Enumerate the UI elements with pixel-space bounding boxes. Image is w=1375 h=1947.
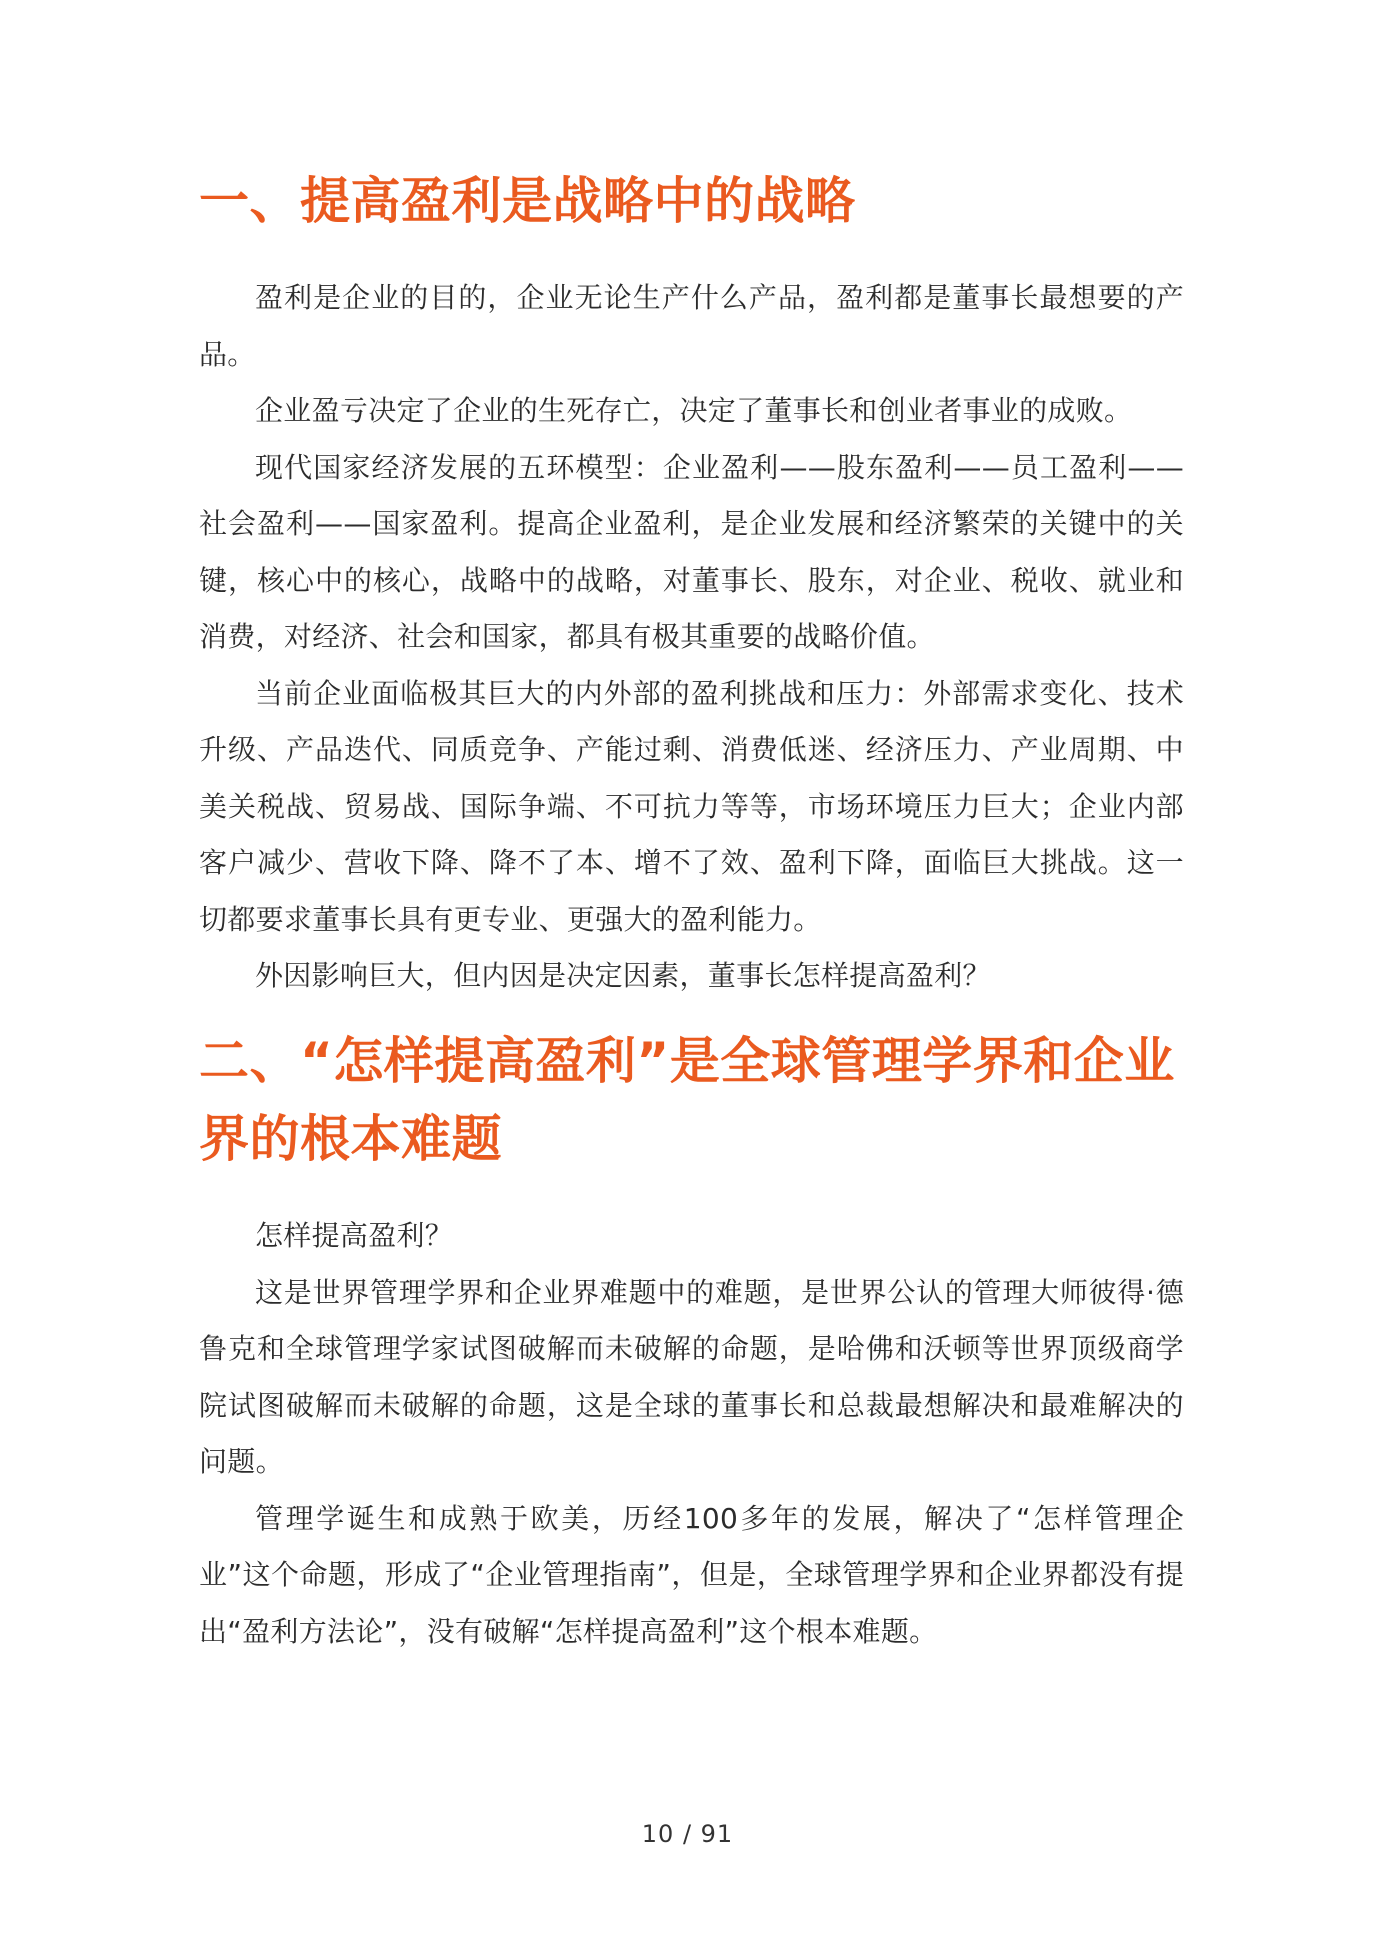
paragraph: 这是世界管理学界和企业界难题中的难题，是世界公认的管理大师彼得·德鲁克和全球管理学家试图破解而未破解的命题，是哈佛和沃顿等世界顶级商学院试图破解而未破解的命题，这是全球的董事长和总裁最想解决和最难解决的问题。 [199,1275,1184,1478]
section-1-body [199,270,1184,1005]
paragraph: 企业盈亏决定了企业的生死存亡，决定了董事长和创业者事业的成败。 [255,394,1133,427]
page-number: 10 / 91 [641,1820,734,1848]
paragraph: 现代国家经济发展的五环模型：企业盈利——股东盈利——员工盈利——社会盈利——国家盈利。提高企业盈利，是企业发展和经济繁荣的关键中的关键，核心中的核心，战略中的战略，对董事长、股东，对企业、税收、就业和消费，对经济、社会和国家，都具有极其重要的战略价值。 [199,450,1184,653]
paragraph: 管理学诞生和成熟于欧美，历经100多年的发展，解决了“怎样管理企业”这个命题，形成了“企业管理指南”，但是，全球管理学界和企业界都没有提出“盈利方法论”，没有破解“怎样提高盈利”这个根本难题。 [199,1501,1184,1648]
paragraph: 当前企业面临极其巨大的内外部的盈利挑战和压力：外部需求变化、技术升级、产品迭代、同质竞争、产能过剩、消费低迷、经济压力、产业周期、中美关税战、贸易战、国际争端、不可抗力等等，市场环境压力巨大；企业内部客户减少、营收下降、降不了本、增不了效、盈利下降，面临巨大挑战。这一切都要求董事长具有更专业、更强大的盈利能力。 [199,676,1184,936]
paragraph: 怎样提高盈利？ [255,1219,454,1252]
section-1-heading: 一、提高盈利是战略中的战略 [199,172,856,230]
section-2-body [199,1208,1184,1660]
paragraph: 外因影响巨大，但内因是决定因素，董事长怎样提高盈利？ [255,959,991,992]
paragraph: 盈利是企业的目的，企业无论生产什么产品，盈利都是董事长最想要的产品。 [199,281,1184,371]
document-page [199,0,1184,1947]
section-2-heading: 二、“怎样提高盈利”是全球管理学界和企业界的根本难题 [199,1032,1175,1168]
